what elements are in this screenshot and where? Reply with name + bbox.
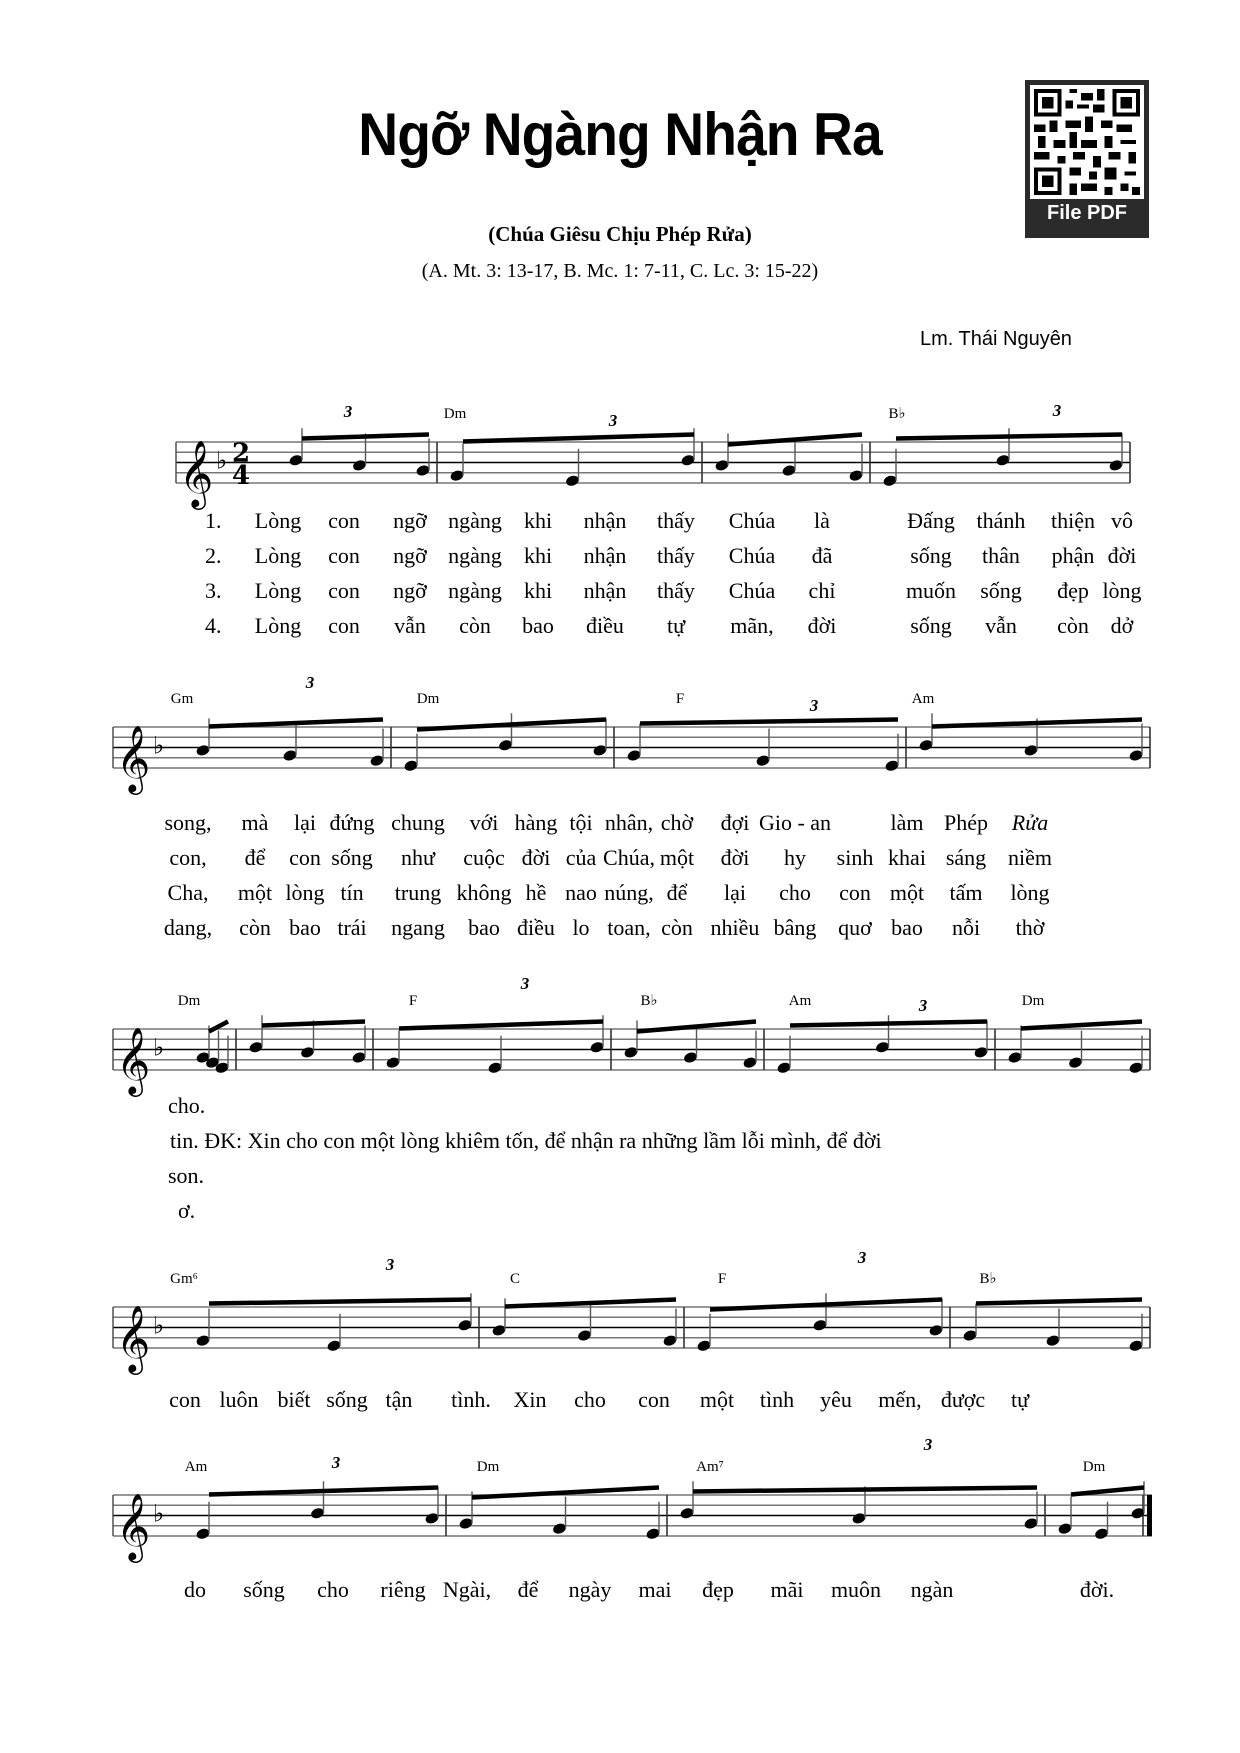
lyric-syllable: khi xyxy=(523,578,553,603)
lyric-syllable: yêu xyxy=(820,1387,852,1412)
lyric-syllable: thánh xyxy=(976,508,1026,533)
staff-system-5 xyxy=(113,1435,1152,1563)
lyric-syllable: nhận xyxy=(583,508,627,533)
system-3-lyric-line-2: tin. ĐK: Xin cho con một lòng khiêm tốn, để nhận ra những lầm lỗi mình, để đời xyxy=(170,1128,882,1153)
lyric-syllable: ngỡ xyxy=(393,543,427,568)
lyric-syllable: hề xyxy=(525,880,547,905)
triplet-marker: 3 xyxy=(1052,401,1062,420)
treble-clef-icon: 𝄞 xyxy=(116,1492,151,1560)
chord-symbol: Am xyxy=(911,691,935,707)
lyric-syllable: con, xyxy=(169,845,207,870)
lyric-syllable: con xyxy=(328,508,360,533)
triplet-marker: 3 xyxy=(305,673,315,692)
lyric-syllable: đời xyxy=(1107,543,1137,568)
treble-clef-icon: 𝄞 xyxy=(116,1026,151,1094)
chord-symbol: Dm xyxy=(177,993,201,1009)
lyric-syllable: sống xyxy=(243,1577,285,1602)
triplet-marker: 3 xyxy=(608,411,618,430)
lyric-syllable: con xyxy=(328,578,360,603)
chord-symbol: Dm xyxy=(416,691,440,707)
chord-symbol: Dm xyxy=(476,1459,500,1475)
chord-symbol: Dm xyxy=(443,406,467,422)
lyric-syllable: đẹp xyxy=(1057,578,1089,603)
lyric-syllable: Lòng xyxy=(254,543,302,568)
song-subtitle: (Chúa Giêsu Chịu Phép Rửa) xyxy=(488,222,752,246)
lyric-syllable: thấy xyxy=(657,578,695,603)
lyric-syllable: bao xyxy=(468,915,500,940)
beam xyxy=(1021,1022,1142,1029)
lyric-syllable: hàng xyxy=(514,810,558,835)
lyric-syllable: khai xyxy=(888,845,926,870)
lyric-syllable: làm xyxy=(890,810,924,835)
lyric-syllable: Gio - an xyxy=(758,810,832,835)
lyric-syllable: không xyxy=(456,880,512,905)
lyric-syllable: biết xyxy=(277,1387,311,1412)
verse-number: 1. xyxy=(205,508,222,533)
lyric-syllable: đời. xyxy=(1079,1577,1115,1602)
lyric-syllable: ngàng xyxy=(448,543,502,568)
lyric-syllable: bâng xyxy=(773,915,817,940)
lyric-syllable: mai xyxy=(638,1577,672,1602)
lyric-syllable: tấm xyxy=(949,880,983,905)
lyric-syllable: dở xyxy=(1110,613,1134,638)
lyric-syllable: quơ xyxy=(838,915,872,940)
file-pdf-label: File PDF xyxy=(1046,202,1127,224)
lyric-syllable: thấy xyxy=(657,508,695,533)
lyric-syllable: đời xyxy=(521,845,551,870)
lyric-syllable: tội xyxy=(569,810,593,835)
lyric-syllable: để xyxy=(517,1577,539,1602)
beam xyxy=(209,1300,471,1304)
lyric-syllable: để xyxy=(244,845,266,870)
triplet-marker: 3 xyxy=(918,996,928,1015)
lyric-syllable: bao xyxy=(891,915,923,940)
lyric-syllable: con xyxy=(328,613,360,638)
staff-system-3 xyxy=(113,974,1150,1097)
lyric-syllable: sống xyxy=(326,1387,368,1412)
triplet-marker: 3 xyxy=(331,1453,341,1472)
chord-symbol: Am xyxy=(788,993,812,1009)
lyric-syllable: một xyxy=(237,880,273,905)
chord-symbol: B♭ xyxy=(640,993,658,1009)
triplet-marker: 3 xyxy=(343,402,353,421)
lyric-syllable: Chúa xyxy=(728,543,776,568)
lyric-syllable: vẫn xyxy=(985,613,1017,638)
chord-symbol: F xyxy=(717,1271,727,1287)
system-3-lyric-line-3: son. xyxy=(168,1163,205,1188)
beam xyxy=(209,1022,228,1032)
lyric-syllable: tình. xyxy=(451,1387,491,1412)
lyric-syllable: con xyxy=(328,543,360,568)
lyric-syllable: con xyxy=(289,845,321,870)
lyric-syllable: mãn, xyxy=(730,613,774,638)
treble-clef-icon: 𝄞 xyxy=(116,724,151,792)
lyric-syllable: Chúa xyxy=(728,578,776,603)
lyric-syllable: ngỡ xyxy=(393,578,427,603)
lyric-syllable: đẹp xyxy=(702,1577,734,1602)
scripture-references: (A. Mt. 3: 13-17, B. Mc. 1: 7-11, C. Lc. 3: 15-22) xyxy=(421,260,819,282)
lyric-syllable: để xyxy=(666,880,688,905)
lyric-syllable: niềm xyxy=(1008,845,1052,870)
beam xyxy=(302,435,429,439)
lyric-syllable: thiện xyxy=(1051,508,1095,533)
lyric-syllable: tín xyxy=(340,880,364,905)
lyric-syllable: chung xyxy=(391,810,445,835)
author: Lm. Thái Nguyên xyxy=(920,328,1072,350)
lyric-syllable: con xyxy=(839,880,871,905)
lyric-syllable: đời xyxy=(720,845,750,870)
lyric-syllable: thờ xyxy=(1015,915,1045,940)
time-signature-bottom: 4 xyxy=(232,461,251,491)
staff-system-2 xyxy=(113,673,1150,795)
verse-number: 2. xyxy=(205,543,222,568)
triplet-marker: 3 xyxy=(857,1248,867,1267)
flat-key-signature-icon: ♭ xyxy=(153,1499,165,1528)
staff-system-1 xyxy=(176,401,1130,510)
chord-symbol: Gm⁶ xyxy=(170,1271,198,1287)
chord-symbol: B♭ xyxy=(888,406,906,422)
lyric-syllable: nhận xyxy=(583,578,627,603)
lyric-syllable: tự xyxy=(666,613,686,638)
chord-symbol: Dm xyxy=(1082,1459,1106,1475)
lyric-syllable: một xyxy=(889,880,925,905)
lyric-syllable: thấy xyxy=(657,543,695,568)
lyric-syllable: muốn xyxy=(905,578,957,603)
lyric-syllable: vẫn xyxy=(394,613,426,638)
lyric-syllable: trái xyxy=(337,915,367,940)
chord-symbol: Am xyxy=(184,1459,208,1475)
lyric-syllable: với xyxy=(469,810,499,835)
lyric-syllable: nhiều xyxy=(710,915,760,940)
lyric-syllable: tự xyxy=(1010,1387,1030,1412)
lyric-syllable: khi xyxy=(523,508,553,533)
lyric-syllable: đã xyxy=(811,543,833,568)
triplet-marker: 3 xyxy=(385,1255,395,1274)
chord-symbol: C xyxy=(509,1271,521,1287)
lyric-syllable: Chúa xyxy=(728,508,776,533)
lyric-syllable: sống xyxy=(980,578,1022,603)
lyric-syllable: điều xyxy=(517,915,555,940)
lyric-syllable: là xyxy=(814,508,830,533)
lyric-syllable: do xyxy=(184,1577,206,1602)
lyric-syllable: một xyxy=(659,845,695,870)
lyric-syllable: nỗi xyxy=(951,915,981,940)
lyric-syllable: lòng xyxy=(285,880,325,905)
lyric-syllable: chờ xyxy=(660,810,694,835)
lyric-syllable: được xyxy=(940,1387,986,1412)
lyric-syllable: dang, xyxy=(163,915,213,940)
beam xyxy=(976,1300,1142,1304)
triplet-marker: 3 xyxy=(520,974,530,993)
song-title: Ngỡ Ngàng Nhận Ra xyxy=(358,101,882,168)
lyric-syllable: hy xyxy=(784,845,806,870)
lyric-syllable: sáng xyxy=(945,845,987,870)
lyric-syllable: sống xyxy=(331,845,373,870)
lyric-syllable: sống xyxy=(910,543,952,568)
lyric-syllable: sống xyxy=(910,613,952,638)
beam xyxy=(399,1022,603,1029)
lyric-syllable: Ngài, xyxy=(442,1577,492,1602)
chord-symbol: Dm xyxy=(1021,993,1045,1009)
chord-symbol: F xyxy=(675,691,685,707)
lyric-syllable: con xyxy=(169,1387,201,1412)
lyric-syllable: ngàng xyxy=(448,508,502,533)
beam xyxy=(1071,1488,1144,1495)
triplet-marker: 3 xyxy=(923,1435,933,1454)
beam xyxy=(463,435,694,442)
lyric-syllable: bao xyxy=(522,613,554,638)
system-3-lyric-line-1: cho. xyxy=(168,1093,206,1118)
lyric-syllable: ngàn xyxy=(910,1577,954,1602)
lyric-syllable: Lòng xyxy=(254,578,302,603)
lyric-syllable: ngàng xyxy=(448,578,502,603)
lyric-syllable: muôn xyxy=(830,1577,882,1602)
chord-symbol: Gm xyxy=(170,691,194,707)
lyric-syllable: Rửa xyxy=(1011,810,1049,835)
lyric-syllable: đời xyxy=(807,613,837,638)
flat-key-signature-icon: ♭ xyxy=(216,446,228,475)
beam xyxy=(472,1488,659,1498)
lyric-syllable: Lòng xyxy=(254,613,302,638)
lyric-syllable: ngỡ xyxy=(393,508,427,533)
lyric-syllable: toan, xyxy=(607,915,651,940)
lyric-syllable: Chúa, xyxy=(603,845,655,870)
lyric-syllable: còn xyxy=(1057,613,1089,638)
flat-key-signature-icon: ♭ xyxy=(153,731,165,760)
staff-system-4 xyxy=(113,1248,1150,1375)
final-barline xyxy=(1147,1495,1152,1536)
lyric-syllable: lòng xyxy=(1010,880,1050,905)
time-signature-top: 2 xyxy=(232,438,251,469)
lyric-syllable: phận xyxy=(1051,543,1095,568)
flat-key-signature-icon: ♭ xyxy=(153,1033,165,1062)
lyric-syllable: cho xyxy=(574,1387,606,1412)
chord-symbol: F xyxy=(408,993,418,1009)
triplet-marker: 3 xyxy=(809,696,819,715)
lyric-syllable: nhân, xyxy=(604,810,654,835)
lyric-syllable: bao xyxy=(289,915,321,940)
lyric-syllable: riêng xyxy=(380,1577,426,1602)
lyric-syllable: mà xyxy=(241,810,269,835)
lyric-syllable: song, xyxy=(164,810,212,835)
lyric-syllable: cuộc xyxy=(463,845,505,870)
lyric-syllable: sinh xyxy=(836,845,874,870)
chord-symbol: B♭ xyxy=(979,1271,997,1287)
lyric-syllable: cho xyxy=(317,1577,349,1602)
lyric-syllable: lo xyxy=(572,915,590,940)
lyric-syllable: núng, xyxy=(604,880,654,905)
lyric-syllable: mến, xyxy=(878,1387,922,1412)
lyric-syllable: mãi xyxy=(770,1577,804,1602)
lyric-syllable: Lòng xyxy=(254,508,302,533)
lyric-syllable: Xin xyxy=(513,1387,547,1412)
lyric-syllable: lại xyxy=(294,810,316,835)
lyric-syllable: đứng xyxy=(329,810,375,835)
lyric-syllable: còn xyxy=(239,915,271,940)
lyric-syllable: Phép xyxy=(944,810,988,835)
lyric-syllable: đợi xyxy=(720,810,750,835)
lyric-syllable: luôn xyxy=(219,1387,259,1412)
lyric-syllable: lòng xyxy=(1102,578,1142,603)
lyric-syllable: tận xyxy=(385,1387,413,1412)
lyric-syllable: còn xyxy=(459,613,491,638)
beam xyxy=(896,435,1122,439)
lyric-syllable: nao xyxy=(565,880,597,905)
lyric-syllable: tình xyxy=(759,1387,795,1412)
beam xyxy=(262,1022,365,1026)
lyric-syllable: còn xyxy=(661,915,693,940)
beam xyxy=(693,1488,1037,1492)
lyric-syllable: cho xyxy=(779,880,811,905)
lyric-syllable: một xyxy=(699,1387,735,1412)
lyric-syllable: lại xyxy=(724,880,746,905)
lyric-syllable: Đấng xyxy=(907,508,955,533)
lyric-syllable: vô xyxy=(1111,508,1133,533)
lyric-syllable: trung xyxy=(394,880,442,905)
lyric-syllable: điều xyxy=(586,613,624,638)
lyric-syllable: của xyxy=(565,845,597,870)
lyric-syllable: thân xyxy=(982,543,1020,568)
flat-key-signature-icon: ♭ xyxy=(153,1311,165,1340)
beam xyxy=(640,720,898,724)
lyric-syllable: ngang xyxy=(391,915,445,940)
chord-symbol: Am⁷ xyxy=(696,1459,724,1475)
lyric-syllable: ngày xyxy=(568,1577,612,1602)
beam xyxy=(790,1022,987,1026)
lyric-syllable: chỉ xyxy=(808,578,836,603)
lyric-syllable: con xyxy=(638,1387,670,1412)
lyric-syllable: Cha, xyxy=(167,880,209,905)
lyric-syllable: khi xyxy=(523,543,553,568)
treble-clef-icon: 𝄞 xyxy=(179,439,214,507)
system-3-lyric-line-4: ơ. xyxy=(178,1198,196,1223)
lyric-syllable: như xyxy=(401,845,435,870)
lyric-syllable: nhận xyxy=(583,543,627,568)
verse-number: 4. xyxy=(205,613,222,638)
treble-clef-icon: 𝄞 xyxy=(116,1304,151,1372)
verse-number: 3. xyxy=(205,578,222,603)
